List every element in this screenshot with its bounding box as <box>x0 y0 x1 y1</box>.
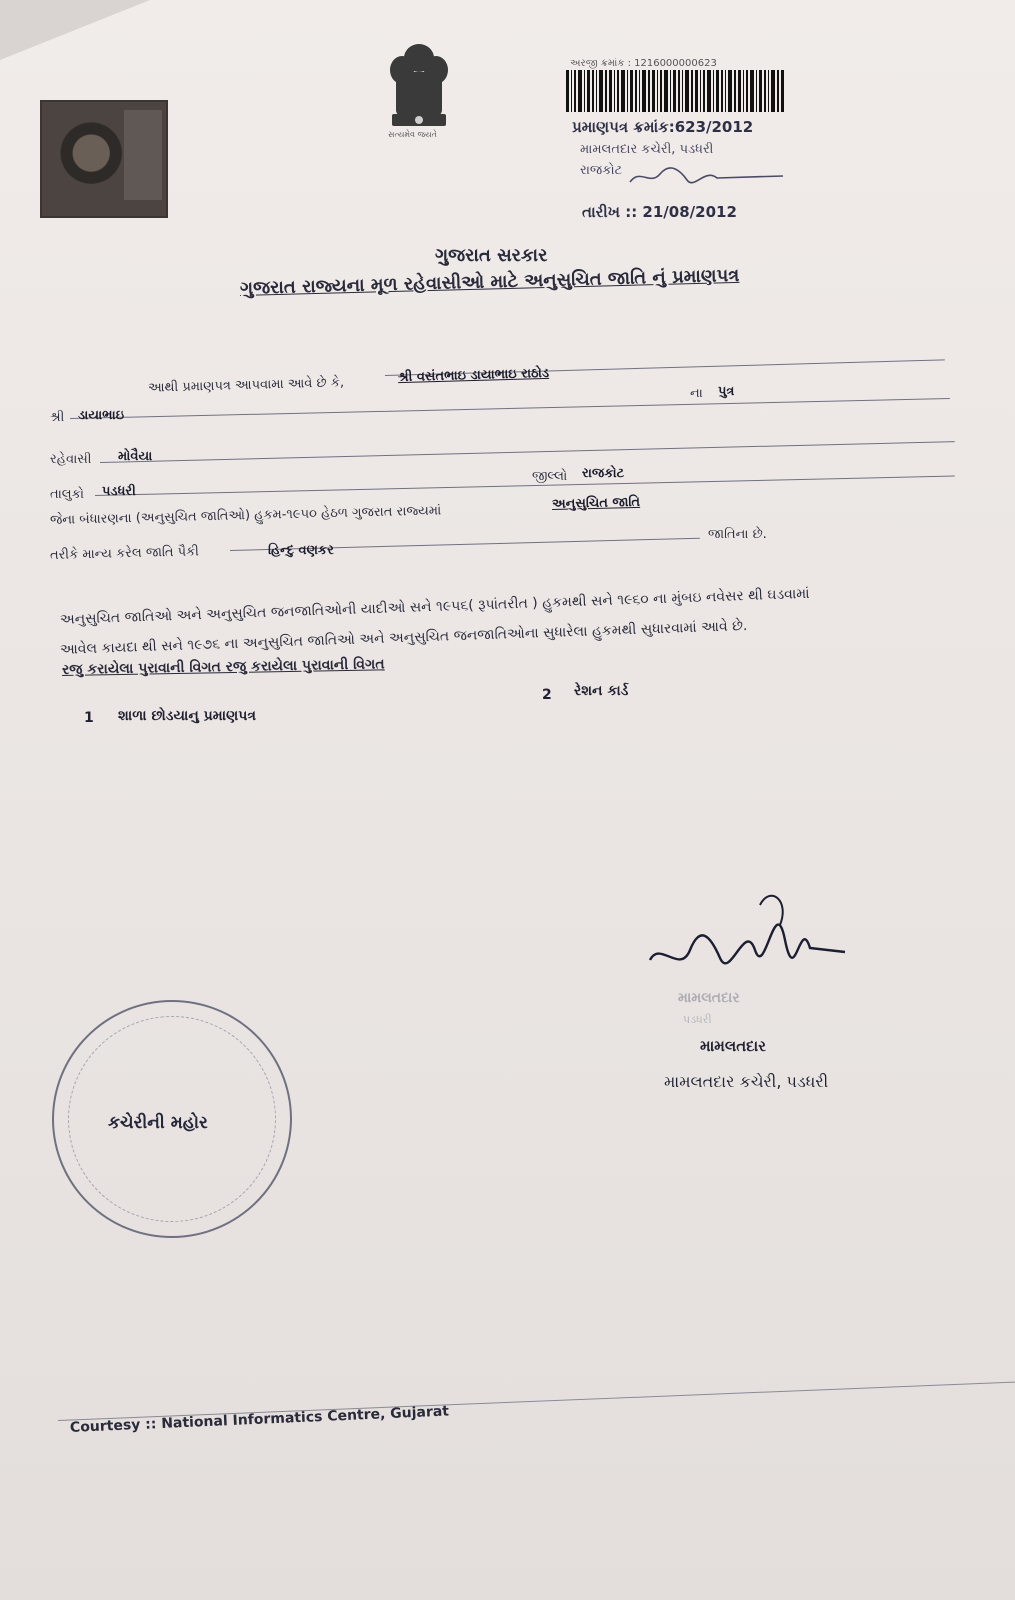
paper-fold <box>0 0 150 60</box>
caste-suffix: જાતિના છે. <box>708 527 767 542</box>
certificate-number: પ્રમાણપત્ર ક્રમાંક:623/2012 <box>572 118 754 136</box>
father-name-line <box>70 398 950 419</box>
father-prefix: શ્રી <box>50 410 65 425</box>
relation-label: ના <box>690 386 703 401</box>
father-name: ડાયાભાઇ <box>78 408 125 423</box>
taluka-line <box>95 475 955 496</box>
evidence-item-label: શાળા છોડયાનુ પ્રમાણપત્ર <box>118 708 256 724</box>
evidence-item-number: 1 <box>84 710 94 726</box>
holder-name: શ્રી વસંતભાઇ ડાયાભાઇ રાઠોડ <box>397 365 550 386</box>
taluka-value: પડધરી <box>102 484 136 499</box>
legal-paragraph-line1: અનુસુચિત જાતિઓ અને અનુસુચિત જનજાતિઓની યાદીઓ સને ૧૯૫૬( રૂપાંતરીત ) હુકમથી સને ૧૯૬૦ ના મુંબઇ નવેસર થી ઘડવામાં <box>59 585 810 628</box>
signature-stamp: મામલતદાર <box>678 990 740 1006</box>
seal-label: કચેરીની મહોર <box>108 1113 208 1133</box>
officer-designation: મામલતદાર <box>700 1037 766 1055</box>
application-number: અરજી ક્રમાંક : 1216000000623 <box>570 58 717 69</box>
certificate-title: ગુજરાત રાજ્યના મૂળ રહેવાસીઓ માટે અનુસુચિત જાતિ નું પ્રમાણપત્ર <box>239 264 740 299</box>
caste-value: હિન્દુ વણકર <box>268 543 334 558</box>
resident-value: મોવૈયા <box>118 449 153 464</box>
resident-line <box>100 441 955 463</box>
caste-label: તરીકે માન્ય કરેલ જાતિ પૈકી <box>49 544 200 563</box>
courtesy-text: Courtesy :: National Informatics Centre, Gujarat <box>69 1403 450 1436</box>
officer-office: મામલતદાર કચેરી, પડધરી <box>664 1072 829 1091</box>
legal-paragraph-line2: આવેલ કાયદા થી સને ૧૯૭૬ ના અનુસુચિત જાતિઓ અને અનુસુચિત જનજાતિઓના સુધારેલા હુકમથી સુધારવામાં આવે છે. <box>59 618 748 658</box>
emblem-caption: સત્યમેવ જયતે <box>388 130 437 139</box>
initials-scribble <box>625 160 785 190</box>
category-value: અનુસુચિત જાતિ <box>551 494 641 512</box>
issue-date: તારીખ :: 21/08/2012 <box>582 203 737 221</box>
evidence-item-label: રેશન કાર્ડ <box>574 683 629 699</box>
resident-label: રહેવાસી <box>50 452 92 467</box>
signature-stamp-sub: પડધરી <box>683 1013 712 1026</box>
government-title: ગુજરાત સરકાર <box>435 245 548 266</box>
evidence-item-number: 2 <box>542 687 552 703</box>
issuing-office: મામલતદાર કચેરી, પડધરી <box>580 142 714 157</box>
district-label: જીલ્લો <box>532 469 568 484</box>
taluka-label: તાલુકો <box>50 487 85 502</box>
officer-signature <box>640 880 850 990</box>
applicant-photo <box>40 100 168 218</box>
constitution-text: જેના બંધારણના (અનુસુચિત જાતિઓ) હુકમ-૧૯૫૦ હેઠળ ગુજરાત રાજ્યમાં <box>49 503 442 528</box>
issuing-district: રાજકોટ <box>580 163 623 178</box>
intro-label: આથી પ્રમાણપત્ર આપવામા આવે છે કે, <box>147 375 345 396</box>
relation-value: પુત્ર <box>718 384 735 399</box>
district-value: રાજકોટ <box>582 466 625 481</box>
barcode <box>566 70 786 112</box>
evidence-heading: રજુ કરાયેલા પુરાવાની વિગત રજુ કરાયેલા પુરાવાની વિગત <box>61 656 385 678</box>
